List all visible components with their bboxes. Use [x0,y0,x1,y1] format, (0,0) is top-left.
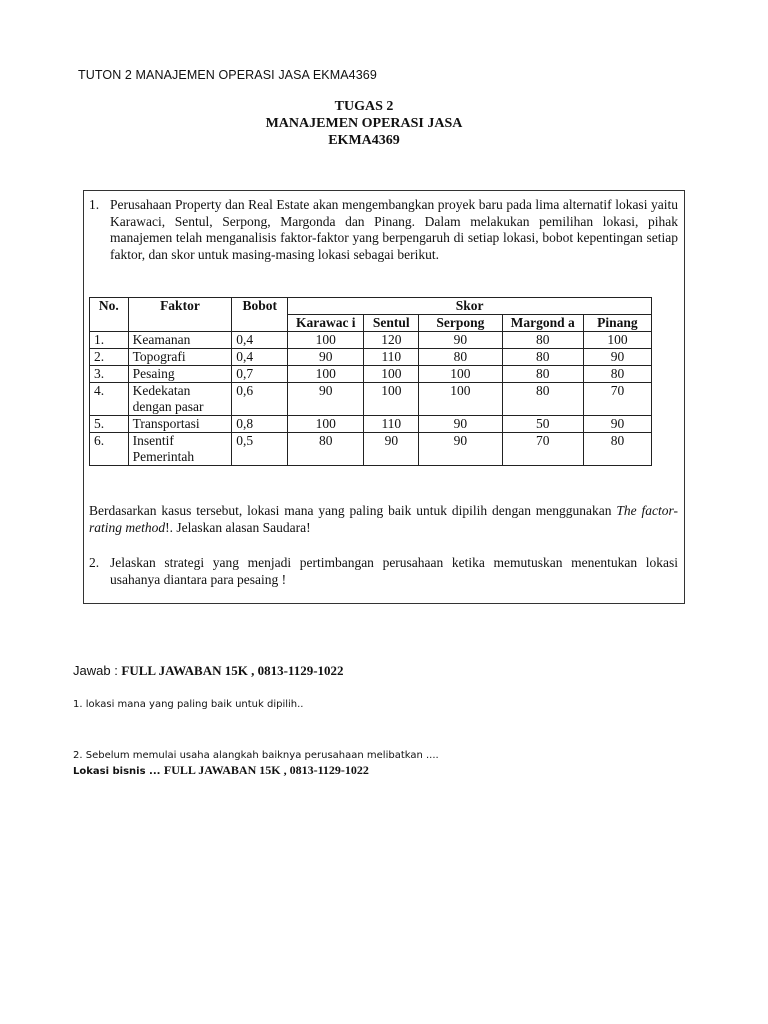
answer-2-line-2 [73,763,439,779]
title-line-3: EKMA4369 [328,133,400,148]
row-no: 5. [90,416,129,433]
header-location: Serpong [419,315,502,332]
row-score: 80 [502,349,583,366]
row-score: 90 [288,349,364,366]
row-score: 90 [288,383,364,416]
row-score: 90 [583,349,651,366]
question-2 [89,555,678,588]
answer-header [73,663,344,679]
row-score: 90 [419,416,502,433]
table-row [90,383,652,416]
row-score: 110 [364,349,419,366]
row-bobot: 0,8 [232,416,288,433]
answer-2-line-1: 2. Sebelum memulai usaha alangkah baiknya perusahaan melibatkan .... [73,750,439,761]
table-row [90,349,652,366]
row-score: 80 [502,366,583,383]
row-score: 80 [419,349,502,366]
answer-1: 1. lokasi mana yang paling baik untuk dipilih.. [73,699,304,710]
assignment-box [83,190,685,604]
row-score: 80 [288,433,364,466]
title-line-1: TUGAS 2 [334,99,394,114]
row-score: 90 [419,433,502,466]
header-location: Karawac i [288,315,364,332]
row-bobot: 0,4 [232,332,288,349]
row-faktor: Kedekatan dengan pasar [128,383,232,416]
question-1-text: Perusahaan Property dan Real Estate akan mengembangkan proyek baru pada lima alternatif lokasi yaitu Karawaci, Sentul, Serpong, Margonda dan Pinang. Dalam melakukan pemilihan lokasi, pihak manajemen telah menganalisis faktor-faktor yang berpengaruh di setiap lokasi, bobot kepentingan setiap faktor, dan skor untuk masing-masing lokasi sebagai berikut. [110,197,678,262]
row-faktor: Transportasi [128,416,232,433]
row-no: 3. [90,366,129,383]
answer-2-value: FULL JAWABAN 15K , 0813-1129-1022 [163,763,369,777]
row-score: 100 [419,383,502,416]
row-score: 100 [364,366,419,383]
row-score: 100 [288,366,364,383]
row-score: 80 [583,366,651,383]
jawab-label: Jawab : [73,663,122,678]
header-location: Sentul [364,315,419,332]
row-bobot: 0,4 [232,349,288,366]
follow-up-tail: !. Jelaskan alasan Saudara! [165,519,311,535]
row-faktor: Pesaing [128,366,232,383]
row-bobot: 0,5 [232,433,288,466]
row-bobot: 0,6 [232,383,288,416]
row-score: 80 [583,433,651,466]
header-bobot: Bobot [232,298,288,332]
row-bobot: 0,7 [232,366,288,383]
row-score: 90 [583,416,651,433]
answer-2-prefix: Lokasi bisnis ... [73,766,164,777]
row-faktor: Insentif Pemerintah [128,433,232,466]
question-2-number: 2. [89,555,100,570]
row-no: 1. [90,332,129,349]
table-row [90,332,652,349]
course-header: TUTON 2 MANAJEMEN OPERASI JASA EKMA4369 [78,68,377,82]
title-line-2: MANAJEMEN OPERASI JASA [265,116,463,131]
row-score: 100 [364,383,419,416]
answer-2 [73,748,439,779]
method-name: The factor-rating method [89,503,678,535]
row-score: 70 [502,433,583,466]
row-score: 90 [364,433,419,466]
row-score: 80 [502,332,583,349]
row-score: 100 [288,416,364,433]
row-score: 120 [364,332,419,349]
row-score: 100 [419,366,502,383]
score-table [89,297,652,466]
jawab-value: FULL JAWABAN 15K , 0813-1129-1022 [121,663,344,678]
row-score: 100 [288,332,364,349]
header-skor: Skor [288,298,652,315]
question-1-number: 1. [89,197,100,212]
question-1-follow-up [89,503,678,536]
header-location: Margond a [502,315,583,332]
row-score: 70 [583,383,651,416]
table-row [90,366,652,383]
row-score: 80 [502,383,583,416]
follow-up-text: Berdasarkan kasus tersebut, lokasi mana yang paling baik untuk dipilih dengan menggunakan [89,503,617,518]
row-score: 50 [502,416,583,433]
document-title [0,98,728,149]
row-faktor: Keamanan [128,332,232,349]
row-score: 110 [364,416,419,433]
row-no: 6. [90,433,129,466]
header-faktor: Faktor [128,298,232,332]
row-score: 90 [419,332,502,349]
row-no: 4. [90,383,129,416]
row-score: 100 [583,332,651,349]
table-row [90,433,652,466]
question-1 [89,197,678,263]
row-faktor: Topografi [128,349,232,366]
header-no: No. [90,298,129,332]
header-location: Pinang [583,315,651,332]
question-2-text: Jelaskan strategi yang menjadi pertimbangan perusahaan ketika memutuskan menentukan lokasi usahanya diantara para pesaing ! [110,555,678,587]
table-row [90,416,652,433]
row-no: 2. [90,349,129,366]
